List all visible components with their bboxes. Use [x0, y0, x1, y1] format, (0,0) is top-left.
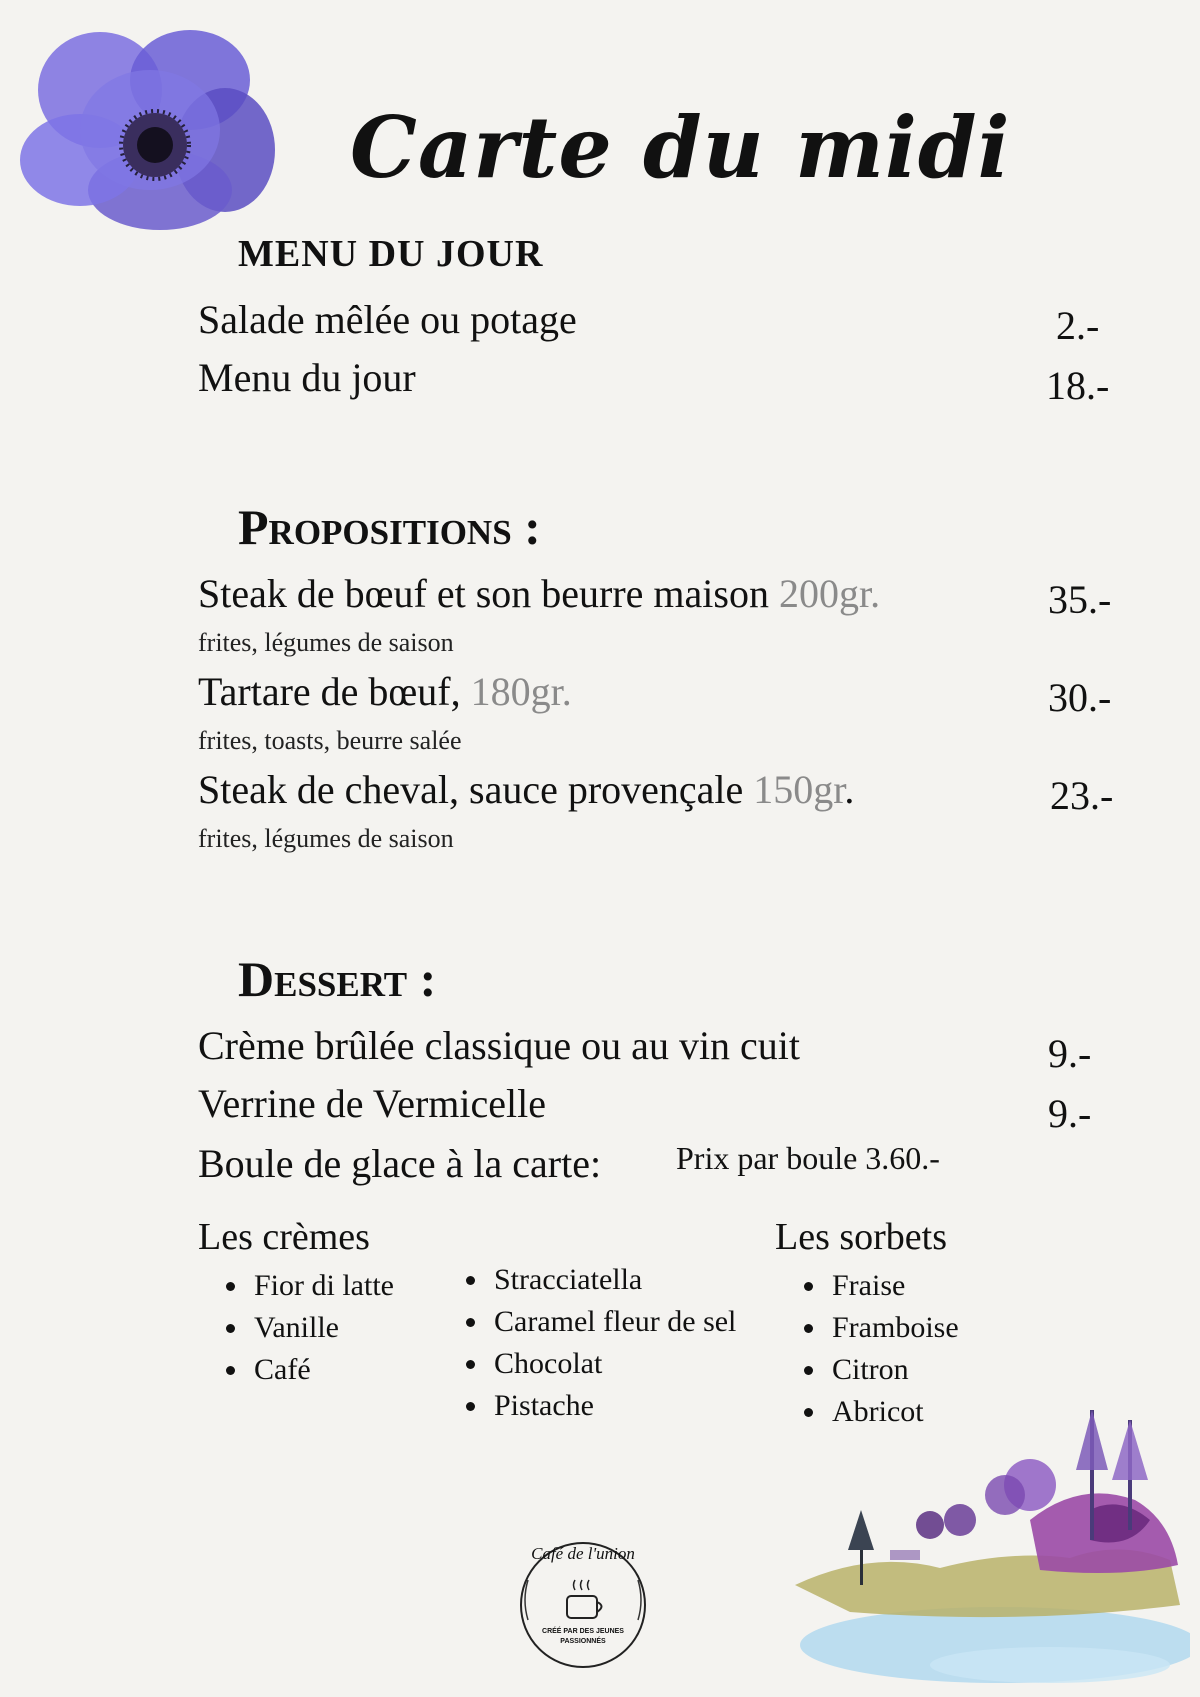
- list-item: • Citron: [828, 1349, 959, 1391]
- anemone-flower-illustration: [10, 10, 280, 240]
- price-menu-du-jour: 18.-: [1046, 363, 1110, 408]
- dessert-item-creme-brulee: Crème brûlée classique ou au vin cuit: [198, 1023, 801, 1068]
- cremes-title: Les crèmes: [198, 1216, 370, 1258]
- propositions-heading: Propositions :: [238, 499, 541, 555]
- sorbets-title: Les sorbets: [775, 1216, 948, 1258]
- price-tartare: 30.-: [1048, 675, 1112, 720]
- menu-du-jour-heading: MENU DU JOUR: [238, 233, 544, 275]
- page-title: Carte du midi: [350, 98, 1011, 197]
- cafe-logo: [508, 1520, 658, 1680]
- price-verrine: 9.-: [1048, 1091, 1092, 1136]
- proposition-weight: 150gr: [753, 767, 845, 812]
- price-creme-brulee: 9.-: [1048, 1031, 1092, 1076]
- proposition-note: frites, toasts, beurre salée: [198, 726, 462, 755]
- list-item: • Pistache: [490, 1385, 736, 1427]
- list-item: • Stracciatella: [490, 1259, 736, 1301]
- menu-item-salade: Salade mêlée ou potage: [198, 297, 577, 342]
- menu-item-menu-du-jour: Menu du jour: [198, 355, 416, 400]
- price-salade: 2.-: [1056, 303, 1100, 348]
- list-item: • Chocolat: [490, 1343, 736, 1385]
- logo-tagline-2: PASSIONNÉS: [560, 1638, 606, 1645]
- proposition-tartare: [198, 668, 572, 715]
- proposition-weight: 200gr.: [778, 571, 881, 616]
- proposition-steak-cheval: [198, 766, 854, 813]
- list-item: • Fior di latte: [250, 1265, 394, 1307]
- proposition-name: Steak de cheval, sauce provençale: [198, 767, 754, 812]
- list-item: • Abricot: [828, 1391, 959, 1433]
- dessert-heading: Dessert :: [238, 951, 437, 1007]
- list-item: • Café: [250, 1349, 394, 1391]
- proposition-suffix: .: [844, 767, 855, 812]
- cremes-list-2: [458, 1259, 736, 1427]
- dessert-item-glace: Boule de glace à la carte:: [198, 1141, 602, 1186]
- list-item: • Fraise: [828, 1265, 959, 1307]
- proposition-note: frites, légumes de saison: [198, 628, 454, 657]
- proposition-name: Tartare de bœuf,: [198, 669, 471, 714]
- proposition-weight: 180gr.: [470, 669, 572, 714]
- list-item: • Caramel fleur de sel: [490, 1301, 736, 1343]
- price-steak-cheval: 23.-: [1050, 773, 1114, 818]
- proposition-name: Steak de bœuf et son beurre maison: [198, 571, 779, 616]
- proposition-steak-boeuf: [198, 570, 880, 617]
- island-illustration: [790, 1400, 1190, 1690]
- dessert-item-verrine: Verrine de Vermicelle: [198, 1081, 546, 1126]
- proposition-note: frites, légumes de saison: [198, 824, 454, 853]
- logo-name: Café de l'union: [531, 1544, 635, 1563]
- cremes-list-1: [218, 1265, 394, 1391]
- glace-price-note: Prix par boule 3.60.-: [676, 1140, 940, 1176]
- list-item: • Framboise: [828, 1307, 959, 1349]
- list-item: • Vanille: [250, 1307, 394, 1349]
- price-steak-boeuf: 35.-: [1048, 577, 1112, 622]
- logo-tagline-1: CRÉÉ PAR DES JEUNES: [542, 1628, 624, 1635]
